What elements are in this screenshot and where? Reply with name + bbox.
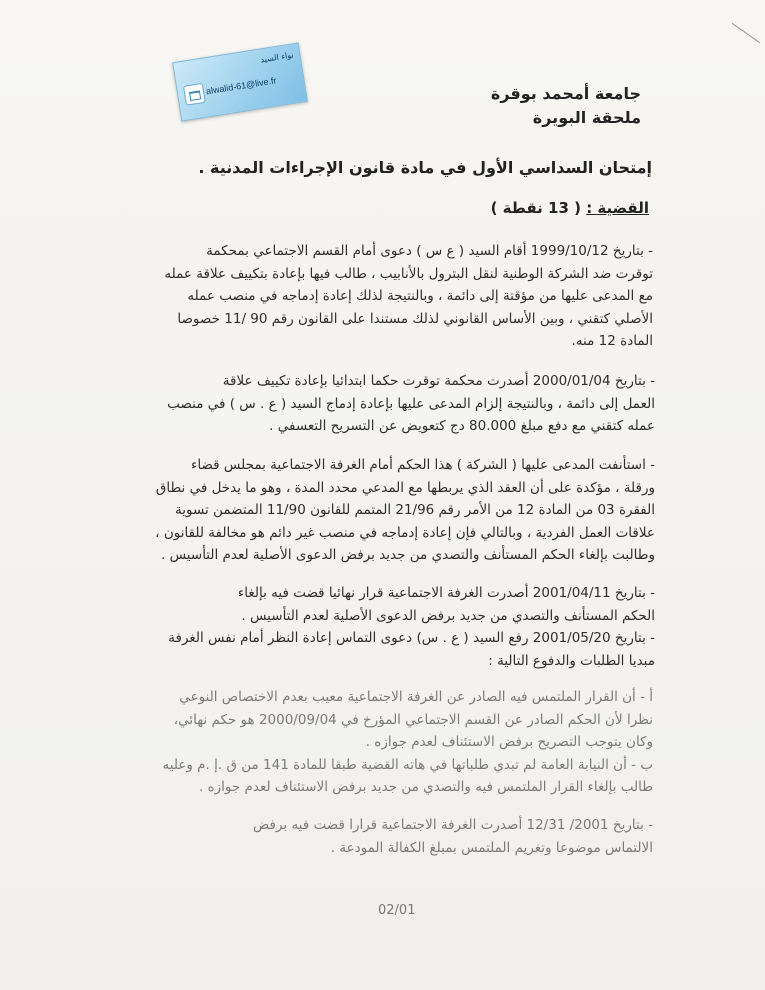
- paragraph-2: [110, 370, 655, 438]
- paragraph-line: عمله كتقني مع دفع مبلغ 80.000 دج كتعويض عن التسريح التعسفي .: [269, 418, 655, 434]
- paragraph-line: العمل إلى دائمة ، وبالنتيجة إلزام المدعى عليها بإعادة إدماج السيد ( ع . س ) في منصب: [167, 395, 655, 412]
- paragraph-line: - بتاريخ 2000/01/04 أصدرت محكمة توقرت حكما ابتدائيا بإعادة تكييف علاقة: [222, 373, 655, 389]
- paragraph-4: [110, 582, 655, 672]
- paragraph-line: مع المدعى عليها من مؤقتة إلى دائمة ، وبالنتيجة لذلك إعادة إدماجه في منصب عمله: [187, 288, 653, 304]
- stamp-name: نواء السيد: [259, 50, 295, 65]
- page-number: 02/01: [378, 903, 416, 918]
- paragraph-line: المادة 12 منه.: [571, 333, 653, 349]
- paragraph-line: الفقرة 03 من المادة 12 من الأمر رقم 21/96 المتمم للقانون 11/90 المتضمن تسوية: [174, 502, 655, 518]
- paragraph-line: - بتاريخ 2001/05/20 رفع السيد ( ع . س) دعوى التماس إعادة النظر أمام نفس الغرفة: [168, 630, 655, 646]
- paragraph-line: وكان يتوجب التصريح برفض الاستئناف لعدم جوازه .: [365, 734, 653, 750]
- paragraph-line: - بتاريخ 1999/10/12 أقام السيد ( ع س ) دعوى أمام القسم الاجتماعي بمحكمة: [206, 243, 653, 259]
- paragraph-line: علاقات العمل الفردية ، وبالتالي فإن إعادة إدماجه في منصب غير دائم هو مخالفة للقانون ،: [155, 524, 655, 541]
- corner-mark: [716, 23, 760, 66]
- paragraph-1: [108, 240, 653, 353]
- case-heading: [491, 199, 649, 217]
- paragraph-line: الأصلي كتقني ، وبين الأساس القانوني لذلك مستندا على القانون رقم 90 /11 خصوصا: [177, 310, 653, 327]
- paragraph-6: [108, 814, 653, 859]
- paragraph-line: - استأنفت المدعى عليها ( الشركة ) هذا الحكم أمام الغرفة الاجتماعية بمجلس قضاء: [191, 457, 655, 473]
- paragraph-line: الالتماس موضوعا وتغريم الملتمس بمبلغ الكفالة المودعة .: [330, 839, 653, 856]
- paragraph-line: - بتاريخ 2001/ 12/31 أصدرت الغرفة الاجتماعية قرارا قضت فيه برفض: [252, 817, 653, 833]
- stamp-email: alwalid-61@live.fr: [205, 75, 278, 97]
- case-label: القضية :: [586, 199, 649, 217]
- paragraph-3: [110, 454, 655, 567]
- annex-name: ملحقة البويرة: [532, 108, 641, 127]
- paragraph-line: أ - أن القرار الملتمس فيه الصادر عن الغرفة الاجتماعية معيب بعدم الاختصاص النوعي: [179, 689, 653, 705]
- paragraph-line: الحكم المستأنف والتصدي من جديد برفض الدعوى الأصلية لعدم التأسيس .: [241, 607, 655, 624]
- paragraph-line: ب - أن النيابة العامة لم تبدي طلباتها في هاته القضية طبقا للمادة 141 من ق .إ .م وعليه: [162, 756, 653, 773]
- paragraph-line: ورقلة ، مؤكدة على أن العقد الذي يربطها مع المدعي محدد المدة ، وهو ما يدخل في نطاق: [155, 479, 655, 496]
- mail-icon: [183, 83, 206, 106]
- paragraph-line: طالب بإلغاء القرار الملتمس فيه والتصدي من جديد برفض الاستئناف لعدم جوازه .: [199, 779, 653, 795]
- case-points: ( 13 نقطة ): [490, 199, 581, 217]
- exam-title: إمتحان السداسي الأول في مادة قانون الإجراءات المدنية .: [198, 158, 652, 177]
- paragraph-line: مبديا الطلبات والدفوع التالية :: [488, 652, 655, 669]
- university-name: جامعة أمحمد بوقرة: [490, 84, 641, 103]
- email-stamp: [172, 42, 308, 121]
- paragraph-line: نظرا لأن الحكم الصادر عن القسم الاجتماعي المؤرخ في 2000/09/04 هو حكم نهائي،: [173, 711, 653, 728]
- paragraph-line: وطالبت بإلغاء الحكم المستأنف والتصدي من جديد برفض الدعوى الأصلية لعدم التأسيس .: [161, 547, 655, 563]
- paragraph-5: [108, 686, 653, 799]
- paragraph-line: توقرت ضد الشركة الوطنية لنقل البترول بالأنابيب ، طالب فيها بإعادة بتكييف علاقة عمله: [164, 265, 653, 282]
- paragraph-line: - بتاريخ 2001/04/11 أصدرت الغرفة الاجتماعية قرار نهائيا قضت فيه بإلغاء: [237, 585, 655, 601]
